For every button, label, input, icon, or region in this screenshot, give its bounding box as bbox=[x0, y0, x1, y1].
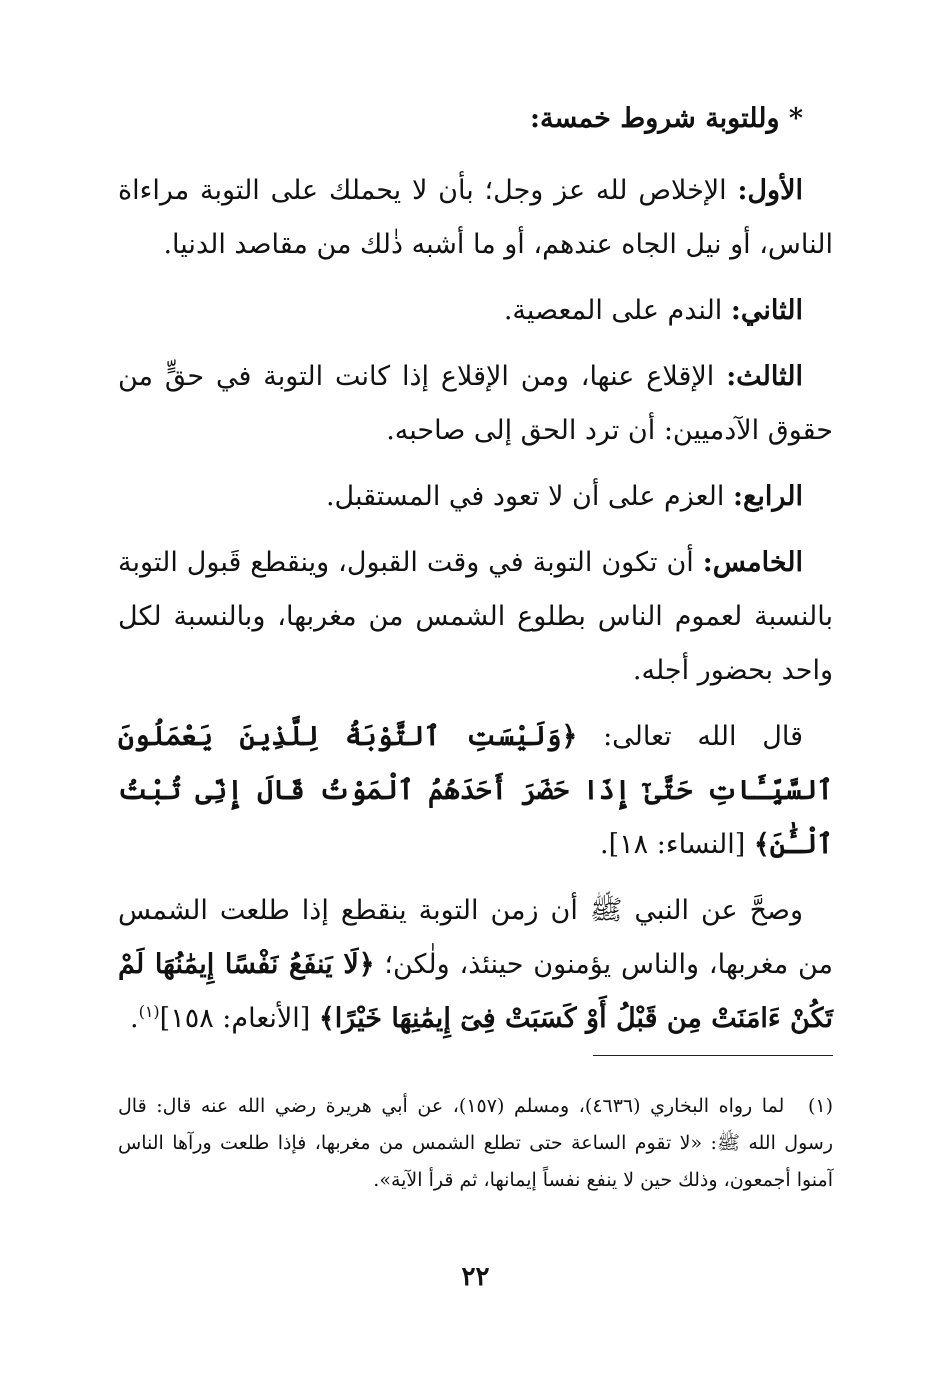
footnote-1-text: لما رواه البخاري (٤٦٣٦)، ومسلم (١٥٧)، عن أبي هريرة رضي الله عنه قال: قال رسول الله ﷺ: «لا تقوم الساعة حتى تطلع الشمس من مغربها، فإذا طلعت ورآها الناس آمنوا أجمعون، وذلك حين لا ينفع نفساً إيمانها، ثم قرأ الآية». bbox=[118, 1095, 833, 1191]
footnote-1 bbox=[118, 1088, 833, 1199]
quote-2-end: . bbox=[129, 1003, 139, 1034]
quote-2-ayah: ﴿لَا يَنفَعُ نَفْسًا إِيمَٰنُهَا لَمْ تَكُنْ ءَامَنَتْ مِن قَبْلُ أَوْ كَسَبَتْ فِىٓ إِيمَٰنِهَا خَيْرًا﴾ bbox=[118, 949, 833, 1034]
main-text bbox=[118, 92, 833, 1058]
condition-1 bbox=[118, 164, 833, 272]
page-number: ٢٢ bbox=[461, 1262, 490, 1292]
condition-3-text: الإقلاع عنها، ومن الإقلاع إذا كانت التوبة في حقٍّ من حقوق الآدميين: أن ترد الحق إلى صاحبه. bbox=[118, 361, 833, 446]
footnotes bbox=[118, 1088, 833, 1199]
condition-1-text: الإخلاص لله عز وجل؛ بأن لا يحملك على التوبة مراءاة الناس، أو نيل الجاه عندهم، أو ما أشبه ذٰلك من مقاصد الدنيا. bbox=[118, 175, 833, 260]
footnote-marker[interactable]: (١) bbox=[138, 1002, 160, 1021]
quote-1-ref: [النساء: ١٨]. bbox=[600, 829, 746, 860]
quran-quote-2 bbox=[118, 884, 833, 1046]
quote-2-intro: وصحَّ عن النبي ﷺ أن زمن التوبة ينقطع إذا طلعت الشمس من مغربها، والناس يؤمنون حينئذ، ولٰكن؛ bbox=[118, 895, 833, 980]
condition-5-text: أن تكون التوبة في وقت القبول، وينقطع قَبول التوبة بالنسبة لعموم الناس بطلوع الشمس من مغربها، وبالنسبة لكل واحد بحضور أجله. bbox=[118, 547, 833, 686]
condition-2-lead: الثاني: bbox=[730, 295, 803, 326]
quote-1-intro: قال الله تعالى: bbox=[603, 721, 804, 752]
section-heading: * وللتوبة شروط خمسة: bbox=[530, 103, 803, 134]
footnote-1-number: (١) bbox=[807, 1095, 833, 1117]
condition-2-text: الندم على المعصية. bbox=[503, 295, 723, 326]
condition-4-text: العزم على أن لا تعود في المستقبل. bbox=[325, 481, 725, 512]
condition-3-lead: الثالث: bbox=[726, 361, 803, 392]
condition-2 bbox=[118, 284, 833, 338]
quote-1-ayah: ﴿وَلَيْسَتِ ٱلتَّوْبَةُ لِلَّذِينَ يَعْمَلُونَ ٱلسَّيِّـَٔاتِ حَتَّىٰٓ إِذَا حَضَرَ أَحَدَهُمُ ٱلْمَوْتُ قَالَ إِنِّى تُبْتُ ٱلْـَٰٔنَ﴾ bbox=[118, 721, 833, 860]
condition-4-lead: الرابع: bbox=[733, 481, 803, 512]
condition-1-lead: الأول: bbox=[737, 175, 803, 206]
condition-4 bbox=[118, 470, 833, 524]
condition-3 bbox=[118, 350, 833, 458]
footnote-divider bbox=[593, 1055, 833, 1056]
quote-2-ref: [الأنعام: ١٥٨] bbox=[159, 1003, 311, 1034]
quran-quote-1 bbox=[118, 710, 833, 872]
condition-5-lead: الخامس: bbox=[702, 547, 803, 578]
condition-5 bbox=[118, 536, 833, 698]
